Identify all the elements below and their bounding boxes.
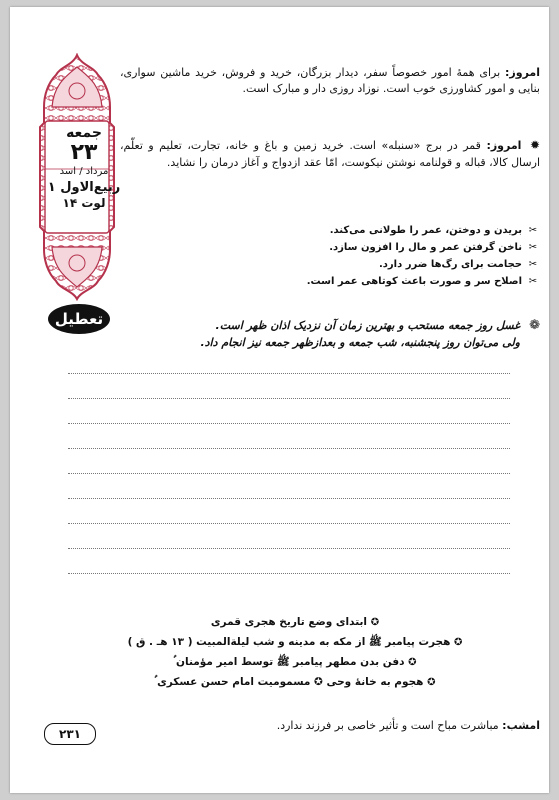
tonight-text: مباشرت مباح است و تأثیر خاصی بر فرزند ندارد. [276,719,499,732]
today-moon-paragraph [120,137,540,171]
note-line[interactable] [68,373,510,374]
lunar-month-day: ۱۴ لوت [62,196,106,210]
weekday-label: جمعه [66,125,102,141]
list-item: ✂ اصلاح سر و صورت باعث کوتاهی عمر است. [295,273,540,290]
tonight-note [150,719,540,732]
calendar-page [10,7,549,793]
day-number: ۲۳ [70,140,98,165]
scissors-icon: ✂ [528,276,538,287]
ghusl-line-2: ولی می‌توان روز پنجشنبه، شب جمعه و بعدازظهر جمعه نیز انجام داد. [200,336,520,349]
event-item: ✪ ابتدای وضع تاریخ هجری قمری [210,616,380,628]
grooming-list [295,222,540,290]
ghusl-line-1: غسل روز جمعه مستحب و بهترین زمان آن نزدیک اذان ظهر است. [215,319,520,332]
event-item: ✪ هجوم به خانهٔ وحی ✪ مسمومیت امام حسن عسکری ؑ [154,676,436,688]
list-item: ✂ ناخن گرفتن عمر و مال را افزون سازد. [295,239,540,256]
solar-month: مرداد / اسد [59,166,109,177]
note-line[interactable] [68,548,510,549]
note-line[interactable] [68,398,510,399]
star-icon: ✪ [427,677,436,688]
list-item: ✂ حجامت برای رگ‌ها ضرر دارد. [295,256,540,273]
event-item: ✪ دفن بدن مطهر پیامبر ﷺ توسط امیر مؤمنان ؑ [173,656,417,668]
events-list [120,612,470,692]
page-number: ۲۳۱ [44,723,96,745]
sun-icon: ✹ [529,138,540,152]
note-line[interactable] [68,498,510,499]
scissors-icon: ✂ [528,242,538,253]
holiday-badge: تعطیل [48,304,110,334]
star-icon: ✪ [408,657,417,668]
note-line[interactable] [68,448,510,449]
date-card [44,125,124,211]
tonight-label: امشب: [502,719,540,732]
star-icon: ✪ [370,617,380,628]
event-item: ✪ هجرت پیامبر ﷺ از مکه به مدینه و شب لیلة‌المبیت ( ۱۳ هـ . ق ) [127,636,463,648]
hijri-date: ۱ ربیع‌الاول [47,180,121,195]
scissors-icon: ✂ [528,225,538,236]
note-line[interactable] [68,473,510,474]
scissors-icon: ✂ [528,259,538,270]
note-line[interactable] [68,573,510,574]
note-line[interactable] [68,423,510,424]
today-label: امروز: [505,66,540,79]
ghusl-note [150,317,540,351]
today-moon-text: قمر در برج «سنبله» است. خرید زمین و باغ و خانه، تجارت، تعلیم و تعلّم، ارسال کالا، قباله و قولنامه نوشتن نیکوست، امّا عقد ازدواج و آغاز درمان را نشاید. [120,139,540,169]
note-line[interactable] [68,523,510,524]
today-moon-label: امروز: [486,139,522,152]
star-icon: ✪ [454,637,463,648]
list-item: ✂ بریدن و دوختن، عمر را طولانی می‌کند. [295,222,540,239]
today-general-text: برای همهٔ امور خصوصاً سفر، دیدار بزرگان، خرید و فروش، خرید ماشین سواری، بنایی و امور کشاورزی خوب است. نوزاد روزی دار و مبارک است. [120,66,540,95]
flower-icon: ❁ [529,318,540,333]
today-general-paragraph [120,65,540,97]
